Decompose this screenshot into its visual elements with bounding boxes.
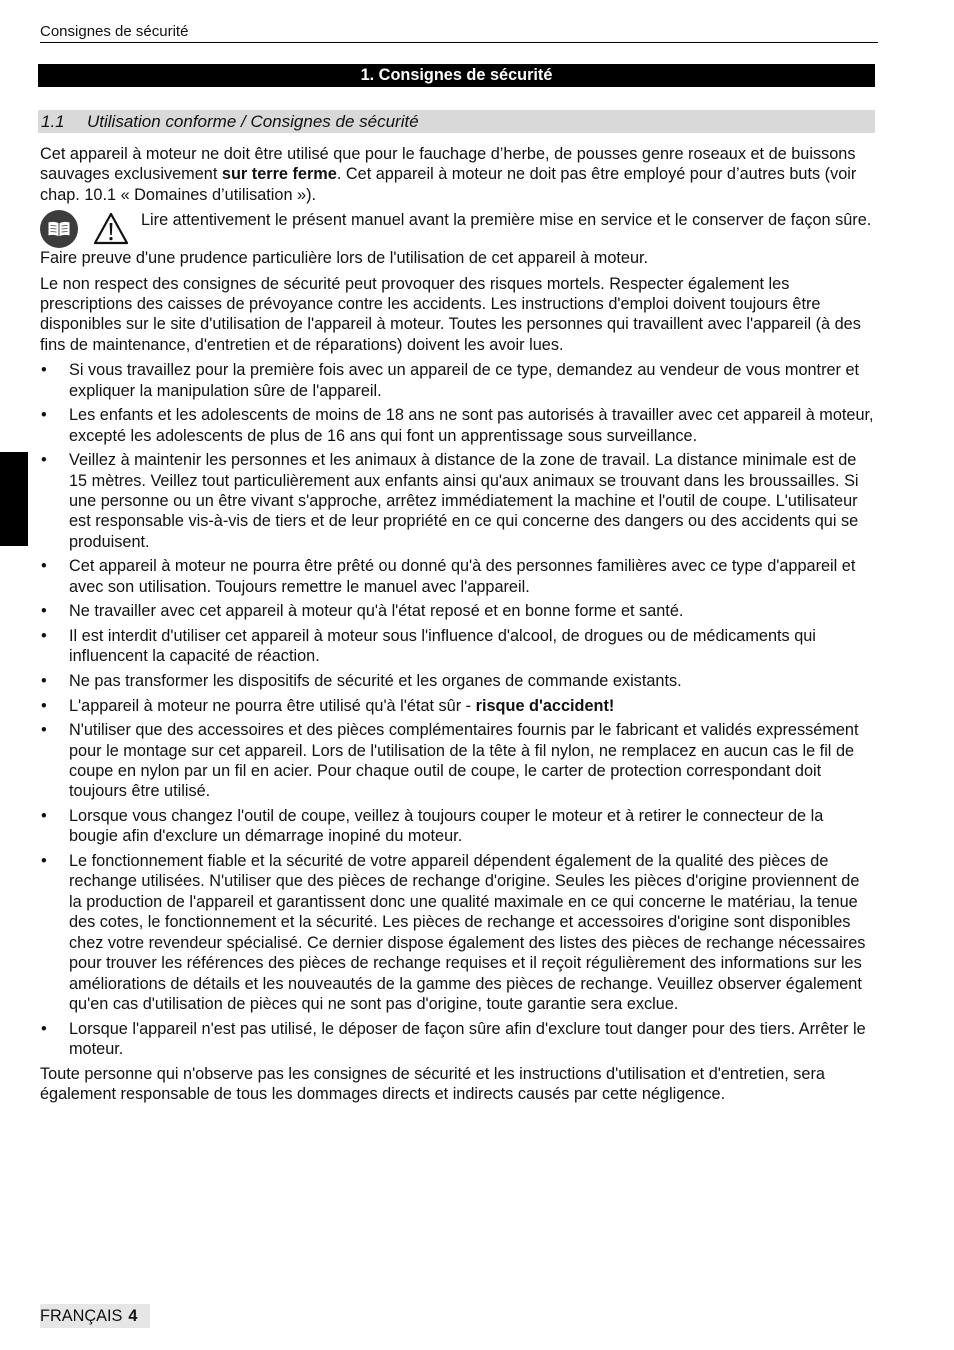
intro-text-2: . Cet appareil à moteur ne doit pas être employé pour d’autres buts (voir chap. 10.1 « Domaines d’utilisation »). xyxy=(40,165,857,204)
list-item xyxy=(40,360,876,401)
read-manual-note xyxy=(40,210,876,248)
list-item xyxy=(40,1019,876,1060)
list-item-text: Si vous travaillez pour la première fois avec un appareil de ce type, demandez au vendeur de vous montrer et expliquer la manipulation sûre de l'appareil. xyxy=(69,361,860,400)
footer-language: FRANÇAIS xyxy=(40,1307,123,1325)
list-item xyxy=(40,806,876,847)
running-header: Consignes de sécurité xyxy=(40,23,878,43)
list-item-text: Lorsque l'appareil n'est pas utilisé, le déposer de façon sûre afin d'exclure tout danger pour des tiers. Arrêter le moteur. xyxy=(69,1019,866,1058)
list-item-text: Lorsque vous changez l'outil de coupe, veillez à toujours couper le moteur et à retirer le connecteur de la bougie afin d'exclure un démarrage inopiné du moteur. xyxy=(69,807,824,846)
non-respect-paragraph: Le non respect des consignes de sécurité peut provoquer des risques mortels. Respecter également les prescriptions des caisses de prévoyance contre les accidents. Les instructions d'emploi doivent toujours être disponibles sur le site d'utilisation de l'appareil à moteur. Toutes les personnes qui travaillent avec l'appareil (à des fins de maintenance, d'entretien et de réparations) doivent les avoir lues. xyxy=(40,274,861,354)
subsection-heading xyxy=(38,110,875,133)
list-item-text: L'appareil à moteur ne pourra être utilisé qu'à l'état sûr - xyxy=(69,696,476,715)
list-item xyxy=(40,851,876,1014)
list-item xyxy=(40,601,876,621)
list-item-text: Ne travailler avec cet appareil à moteur qu'à l'état reposé et en bonne forme et santé. xyxy=(69,602,684,621)
intro-text-1: Cet appareil à moteur ne doit être utilisé que pour le fauchage d’herbe, de pousses genre roseaux et de buissons sauvages exclusivement xyxy=(40,145,856,184)
main-content xyxy=(40,144,876,1104)
list-item xyxy=(40,696,876,716)
subsection-title: Utilisation conforme / Consignes de sécurité xyxy=(87,112,419,131)
subsection-number: 1.1 xyxy=(41,112,65,131)
chapter-side-tab xyxy=(0,452,28,546)
book-icon xyxy=(40,210,78,248)
list-item xyxy=(40,626,876,667)
list-item xyxy=(40,450,876,552)
read-manual-text: Lire attentivement le présent manuel avant la première mise en service et le conserver de façon sûre. xyxy=(141,211,872,230)
page-number: 4 xyxy=(128,1307,138,1325)
closing-paragraph: Toute personne qui n'observe pas les consignes de sécurité et les instructions d'utilisation et d'entretien, sera également responsable de tous les dommages directs et indirects causés par cette négligence. xyxy=(40,1064,825,1103)
intro-paragraph xyxy=(40,144,876,205)
list-item-text: Cet appareil à moteur ne pourra être prêté ou donné qu'à des personnes familières avec ce type d'appareil et avec son utilisation. Toujours remettre le manuel avec l'appareil. xyxy=(69,557,856,596)
warning-triangle-icon xyxy=(93,212,129,246)
list-item-text: Ne pas transformer les dispositifs de sécurité et les organes de commande existants. xyxy=(69,672,682,691)
list-item-text: N'utiliser que des accessoires et des pièces complémentaires fournis par le fabricant et validés expressément pour le montage sur cet appareil. Lors de l'utilisation de la tête à fil nylon, ne remplacez en aucun cas le fil de coupe en nylon par un fil en acier. Pour chaque outil de coupe, le carter de protection correspondant doit toujours être utilisé. xyxy=(69,721,859,801)
list-item xyxy=(40,671,876,691)
list-item-text: Veillez à maintenir les personnes et les animaux à distance de la zone de travail. La distance minimale est de 15 mètres. Veillez tout particulièrement aux enfants ainsi qu'aux animaux se trouvant dans les broussailles. Si une personne ou un être vivant s'approche, arrêtez immédiatement la machine et l'outil de coupe. L'utilisateur est responsable vis-à-vis de tiers et de leur propriété en ce qui concerne des dangers ou des accidents qui se produisent. xyxy=(69,451,859,551)
list-item-text: Il est interdit d'utiliser cet appareil à moteur sous l'influence d'alcool, de drogues ou de médicaments qui influencent la capacité de réaction. xyxy=(69,627,816,666)
prudence-paragraph: Faire preuve d'une prudence particulière lors de l'utilisation de cet appareil à moteur. xyxy=(40,249,649,268)
list-item xyxy=(40,405,876,446)
safety-bullet-list xyxy=(40,360,876,1059)
list-item-text: Le fonctionnement fiable et la sécurité de votre appareil dépendent également de la qualité des pièces de rechange utilisées. N'utiliser que des pièces de rechange d'origine. Seules les pièces d'origine proviennent de la production de l'appareil et garantissent donc une qualité maximale en ce qui concerne le matériau, la tenue des cotes, le fonctionnement et la sécurité. Les pièces de rechange et accessoires d'origine sont disponibles chez votre revendeur spécialisé. Ce dernier dispose également des listes des pièces de rechange nécessaires pour trouver les références des pièces de rechange requises et il reçoit régulièrement des informations sur les améliorations de détails et les nouveautés de la gamme des pièces de rechange. Veuillez observer également qu'en cas d'utilisation de pièces qui ne sont pas d'origine, toute garantie sera exclue. xyxy=(69,852,866,1013)
section-title: 1. Consignes de sécurité xyxy=(38,64,875,87)
page-footer xyxy=(40,1304,150,1328)
intro-emphasis: sur terre ferme xyxy=(221,165,337,184)
list-item-text: Les enfants et les adolescents de moins de 18 ans ne sont pas autorisés à travailler avec cet appareil à moteur, excepté les adolescents de plus de 16 ans qui font un apprentissage sous surveillance. xyxy=(69,406,874,445)
list-item xyxy=(40,556,876,597)
list-item xyxy=(40,720,876,802)
accident-risk-emphasis: risque d'accident! xyxy=(475,696,615,715)
note-icons xyxy=(40,210,141,248)
